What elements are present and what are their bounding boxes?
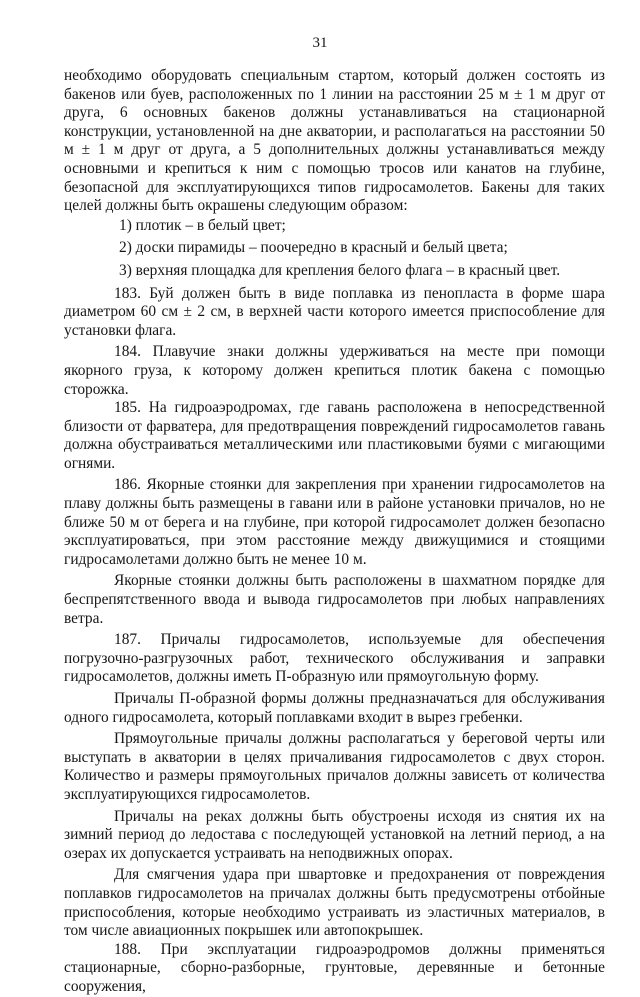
paragraph-187: 187. Причалы гидросамолетов, используемые для обеспечения погрузочно-разгрузочных работ, технического обслуживания и заправки гидросамолетов, должны иметь П-образную или прямоугольную форму.	[64, 631, 605, 686]
paragraph: Причалы П-образной формы должны предназначаться для обслуживания одного гидросамолета, который поплавками входит в вырез гребенки.	[64, 690, 605, 726]
paragraph: Причалы на реках должны быть обустроены исходя из снятия их на зимний период до ледостава с последующей установкой на летний период, а на озерах их допускается устраивать на неподвижных опорах.	[64, 807, 605, 862]
paragraph-186: 186. Якорные стоянки для закрепления при хранении гидросамолетов на плаву должны быть размещены в гавани или в районе установки причалов, но не ближе 50 м от берега и на глубине, при которой гидросамолет должен безопасно эксплуатироваться, при этом расстояние между движущимися и стоящими гидросамолетами должно быть не менее 10 м.	[64, 476, 605, 568]
list-item: 1) плотик – в белый цвет;	[119, 216, 286, 234]
paragraph-continuation: необходимо оборудовать специальным стартом, который должен состоять из бакенов или буев, расположенных по 1 линии на расстоянии 25 м ± 1 м друг от друга, 6 основных бакенов должны устанавливаться на стационарной конструкции, установленной на дне акватории, и располагаться на расстоянии 50 м ± 1 м друг от друга, а 5 дополнительных должны устанавливаться между основными и крепиться к ним с помощью тросов или канатов на глубине, безопасной для эксплуатирующихся типов гидросамолетов. Бакены для таких целей должны быть окрашены следующим образом:	[64, 67, 605, 215]
list-item: 3) верхняя площадка для крепления белого флага – в красный цвет.	[119, 261, 561, 279]
paragraph-188: 188. При эксплуатации гидроаэродромов должны применяться стационарные, сборно-разборные, грунтовые, деревянные и бетонные сооружения,	[64, 940, 605, 995]
paragraph: Якорные стоянки должны быть расположены в шахматном порядке для беспрепятственного ввода и вывода гидросамолетов при любых направлениях ветра.	[64, 572, 605, 627]
paragraph-183: 183. Буй должен быть в виде поплавка из пенопласта в форме шара диаметром 60 см ± 2 см, в верхней части которого имеется приспособление для установки флага.	[64, 284, 605, 339]
document-body	[64, 67, 605, 997]
paragraph-184: 184. Плавучие знаки должны удерживаться на месте при помощи якорного груза, к которому должен крепиться плотик бакена с помощью сторожка.	[64, 343, 605, 398]
paragraph: Для смягчения удара при швартовке и предохранения от повреждения поплавков гидросамолетов на причалах должны быть предусмотрены отбойные приспособления, которые необходимо устраивать из эластичных материалов, в том числе авиационных покрышек или автопокрышек.	[64, 866, 605, 940]
paragraph: Прямоугольные причалы должны располагаться у береговой черты или выступать в акватории в целях причаливания гидросамолетов с двух сторон. Количество и размеры прямоугольных причалов должны зависеть от количества эксплуатирующихся гидросамолетов.	[64, 730, 605, 803]
page-number: 31	[312, 35, 328, 51]
list-item: 2) доски пирамиды – поочередно в красный и белый цвета;	[119, 239, 508, 257]
paragraph-185: 185. На гидроаэродромах, где гавань расположена в непосредственной близости от фарватера, для предотвращения повреждений гидросамолетов гавань должна обустраиваться металлическими или пластиковыми буями с мигающими огнями.	[64, 399, 605, 472]
